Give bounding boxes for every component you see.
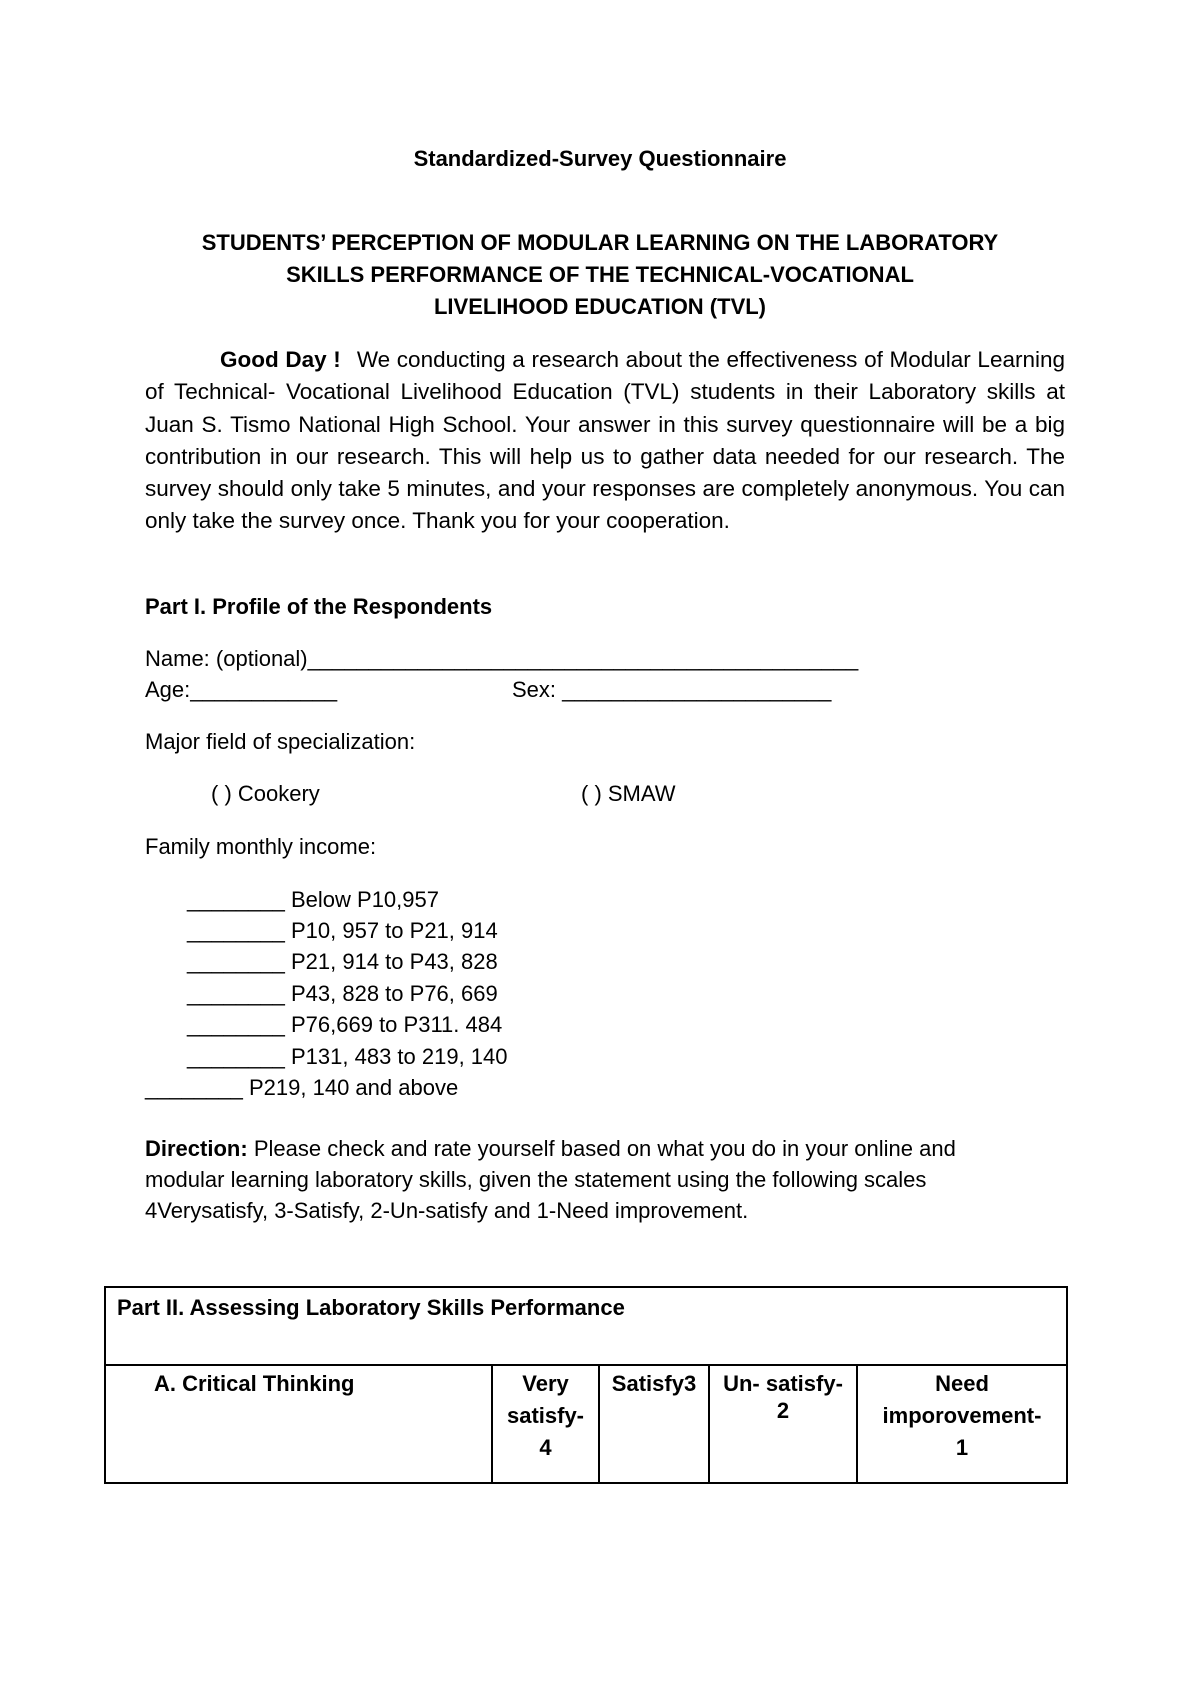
direction-text-1: Please check and rate yourself based on what you do in your online and [253, 1136, 956, 1161]
major-field-label: Major field of specialization: [145, 729, 416, 754]
skills-assessment-table [104, 1286, 1068, 1484]
column-satisfy: Satisfy3 [599, 1365, 709, 1483]
income-option[interactable]: ________ P21, 914 to P43, 828 [187, 949, 498, 974]
title-line-3: LIVELIHOOD EDUCATION (TVL) [433, 294, 767, 319]
direction-line-1 [145, 1136, 956, 1162]
age-field[interactable]: Age:____________ [145, 677, 338, 702]
income-option[interactable]: ________ Below P10,957 [187, 887, 439, 912]
income-label: Family monthly income: [145, 834, 377, 859]
document-type-heading: Standardized-Survey Questionnaire [413, 146, 787, 171]
income-option[interactable]: ________ P43, 828 to P76, 669 [187, 981, 498, 1006]
intro-body: We conducting a research about the effectiveness of Modular Learning of Technical- Vocational Livelihood Education (TVL) students in their Laboratory skills at Juan S. Tismo National High School. Your answer in this survey questionnaire will be a big contribution in our research. This will help us to gather data needed for our research. The survey should only take 5 minutes, and your responses are completely anonymous. You can only take the survey once. Thank you for your cooperation. [145, 347, 1066, 534]
column-need-improvement-line: imporovement- [882, 1403, 1042, 1428]
column-un-satisfy [709, 1365, 857, 1483]
sex-field[interactable]: Sex: ______________________ [512, 677, 832, 702]
column-need-improvement [857, 1365, 1067, 1483]
option-smaw[interactable]: ( ) SMAW [581, 781, 676, 806]
column-very-satisfy [492, 1365, 599, 1483]
income-option[interactable]: ________ P131, 483 to 219, 140 [187, 1044, 508, 1069]
direction-line-2: modular learning laboratory skills, given the statement using the following scales [145, 1167, 927, 1192]
income-option[interactable]: ________ P76,669 to P311. 484 [187, 1012, 503, 1037]
column-need-improvement-line: 1 [955, 1435, 969, 1460]
column-un-satisfy-line: 2 [776, 1398, 790, 1423]
column-un-satisfy-line: Un- satisfy- [723, 1371, 843, 1396]
income-option[interactable]: ________ P219, 140 and above [145, 1075, 459, 1100]
table-part-heading: Part II. Assessing Laboratory Skills Performance [105, 1287, 1067, 1365]
part1-heading: Part I. Profile of the Respondents [145, 594, 493, 619]
title-line-1: STUDENTS’ PERCEPTION OF MODULAR LEARNING ON THE LABORATORY [201, 230, 999, 255]
column-need-improvement-line: Need [935, 1371, 989, 1396]
name-field[interactable]: Name: (optional)_____________________________________________ [145, 646, 859, 671]
title-line-2: SKILLS PERFORMANCE OF THE TECHNICAL-VOCATIONAL [286, 262, 914, 287]
direction-line-3: 4Verysatisfy, 3-Satisfy, 2-Un-satisfy and 1-Need improvement. [145, 1198, 749, 1223]
direction-label: Direction: [145, 1136, 248, 1161]
intro-paragraph [145, 344, 1065, 538]
greeting: Good Day ! [220, 347, 341, 372]
income-option[interactable]: ________ P10, 957 to P21, 914 [187, 918, 498, 943]
critical-thinking-header: A. Critical Thinking [105, 1365, 492, 1483]
column-very-satisfy-line: Very [522, 1371, 569, 1396]
option-cookery[interactable]: ( ) Cookery [211, 781, 320, 806]
column-very-satisfy-line: 4 [539, 1435, 552, 1460]
table-header-row [105, 1365, 1067, 1483]
column-very-satisfy-line: satisfy- [506, 1403, 585, 1428]
